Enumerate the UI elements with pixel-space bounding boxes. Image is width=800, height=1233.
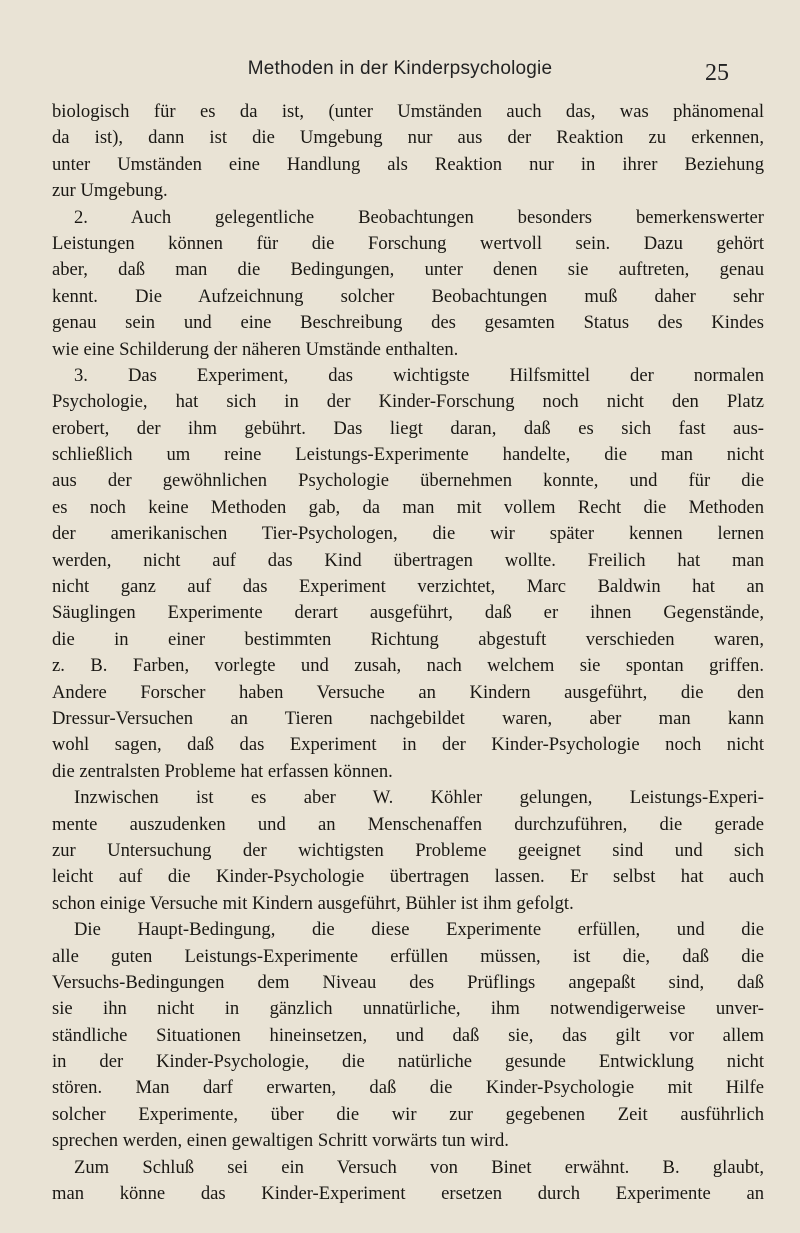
text-line: schließlich um reine Leistungs-Experimente handelte, die man nicht (52, 444, 764, 466)
text-line: aus der gewöhnlichen Psychologie übernehmen konnte, und für die (52, 470, 764, 492)
text-line: 3. Das Experiment, das wichtigste Hilfsmittel der normalen (74, 364, 764, 386)
text-line: nicht ganz auf das Experiment verzichtet, Marc Baldwin hat an (52, 576, 764, 598)
body-text (52, 99, 764, 1207)
text-line: man könne das Kinder-Experiment ersetzen durch Experimente an (52, 1183, 764, 1205)
text-line: zur Untersuchung der wichtigsten Probleme geeignet sind und sich (52, 839, 764, 861)
text-line: solcher Experimente, über die wir zur gegebenen Zeit ausführlich (52, 1103, 764, 1125)
text-line: Zum Schluß sei ein Versuch von Binet erwähnt. B. glaubt, (74, 1156, 764, 1178)
text-line: z. B. Farben, vorlegte und zusah, nach welchem sie spontan griffen. (52, 655, 764, 677)
text-line: leicht auf die Kinder-Psychologie übertragen lassen. Er selbst hat auch (52, 866, 764, 888)
text-line: Dressur-Versuchen an Tieren nachgebildet waren, aber man kann (52, 707, 764, 729)
text-line: Leistungen können für die Forschung wertvoll sein. Dazu gehört (52, 232, 764, 254)
text-line: es noch keine Methoden gab, da man mit vollem Recht die Methoden (52, 496, 764, 518)
text-line: ständliche Situationen hineinsetzen, und daß sie, das gilt vor allem (52, 1024, 764, 1046)
text-line: sie ihn nicht in gänzlich unnatürliche, ihm notwendigerweise unver- (52, 998, 764, 1020)
text-line: werden, nicht auf das Kind übertragen wollte. Freilich hat man (52, 549, 764, 571)
text-line: Versuchs-Bedingungen dem Niveau des Prüflings angepaßt sind, daß (52, 971, 764, 993)
text-line: Die Haupt-Bedingung, die diese Experimente erfüllen, und die (74, 919, 764, 941)
text-line: wie eine Schilderung der näheren Umstände enthalten. (52, 338, 459, 360)
text-line: wohl sagen, daß das Experiment in der Kinder-Psychologie noch nicht (52, 734, 764, 756)
running-head: Methoden in der Kinderpsychologie (247, 58, 553, 79)
text-line: die in einer bestimmten Richtung abgestuft verschieden waren, (52, 628, 764, 650)
text-line: kennt. Die Aufzeichnung solcher Beobachtungen muß daher sehr (52, 285, 764, 307)
text-line: stören. Man darf erwarten, daß die Kinder-Psychologie mit Hilfe (52, 1077, 764, 1099)
text-line: alle guten Leistungs-Experimente erfüllen müssen, ist die, daß die (52, 945, 764, 967)
text-line: der amerikanischen Tier-Psychologen, die wir später kennen lernen (52, 523, 764, 545)
text-line: sprechen werden, einen gewaltigen Schritt vorwärts tun wird. (52, 1130, 509, 1152)
text-line: schon einige Versuche mit Kindern ausgeführt, Bühler ist ihm gefolgt. (52, 892, 574, 914)
text-line: mente auszudenken und an Menschenaffen durchzuführen, die gerade (52, 813, 764, 835)
text-line: Säuglingen Experimente derart ausgeführt, daß er ihnen Gegenstände, (52, 602, 764, 624)
text-line: in der Kinder-Psychologie, die natürliche gesunde Entwicklung nicht (52, 1051, 764, 1073)
text-line: aber, daß man die Bedingungen, unter denen sie auftreten, genau (52, 259, 764, 281)
text-line: biologisch für es da ist, (unter Umständen auch das, was phänomenal (52, 101, 764, 122)
text-line: Inzwischen ist es aber W. Köhler gelungen, Leistungs-Experi- (74, 787, 764, 809)
text-line: erobert, der ihm gebührt. Das liegt daran, daß es sich fast aus- (52, 417, 764, 439)
page-number: 25 (705, 60, 729, 86)
text-line: da ist), dann ist die Umgebung nur aus der Reaktion zu erkennen, (52, 127, 764, 149)
text-line: genau sein und eine Beschreibung des gesamten Status des Kindes (52, 312, 764, 334)
text-line: die zentralsten Probleme hat erfassen können. (52, 760, 393, 782)
text-line: 2. Auch gelegentliche Beobachtungen besonders bemerkenswerter (74, 206, 764, 228)
text-line: Andere Forscher haben Versuche an Kindern ausgeführt, die den (52, 681, 764, 703)
text-line: zur Umgebung. (52, 180, 168, 202)
text-line: Psychologie, hat sich in der Kinder-Forschung noch nicht den Platz (52, 391, 764, 413)
text-line: unter Umständen eine Handlung als Reaktion nur in ihrer Beziehung (52, 153, 764, 175)
